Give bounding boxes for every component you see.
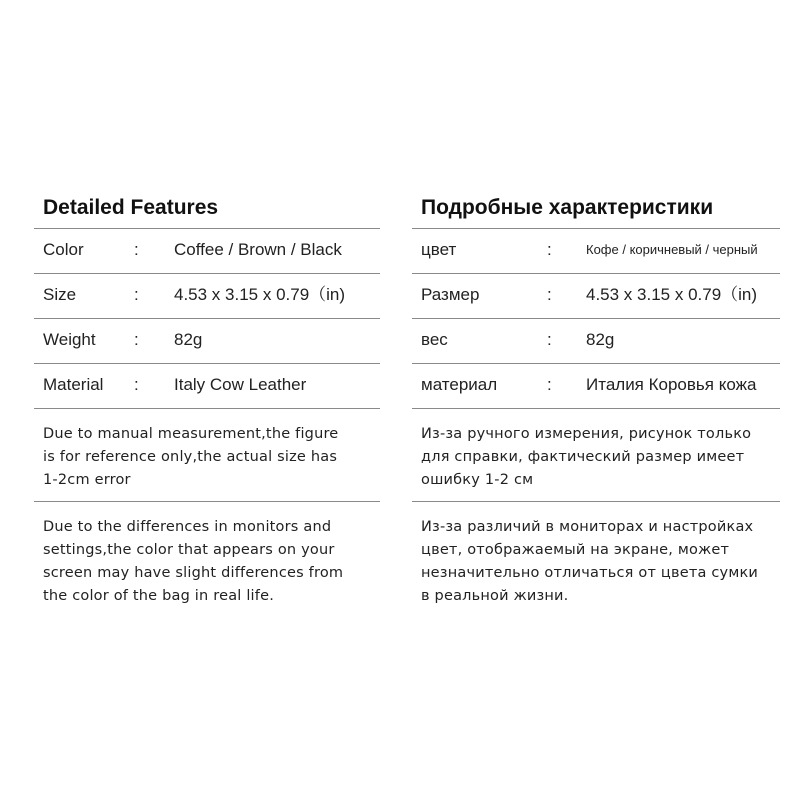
note-line: цвет, отображаемый на экране, может: [421, 542, 730, 558]
feature-label: Size: [43, 285, 77, 304]
feature-colon: :: [547, 375, 552, 394]
feature-value: 82g: [586, 330, 615, 349]
note-line: is for reference only,the actual size has: [43, 449, 338, 465]
note-line: Из-за различий в мониторах и настройках: [421, 519, 754, 535]
measurement-note: [34, 409, 380, 502]
feature-label: Color: [43, 240, 84, 259]
feature-label: Weight: [43, 330, 96, 349]
note-line: Due to the differences in monitors and: [43, 519, 332, 535]
feature-colon: :: [547, 240, 552, 259]
feature-row-material: [34, 364, 380, 409]
note-line: 1-2cm error: [43, 472, 131, 488]
feature-label: Material: [43, 375, 104, 394]
feature-value: Coffee / Brown / Black: [174, 240, 342, 259]
note-line: в реальной жизни.: [421, 588, 569, 604]
note-line: ошибку 1-2 см: [421, 472, 534, 488]
note-line: settings,the color that appears on your: [43, 542, 335, 558]
feature-colon: :: [134, 240, 139, 259]
feature-row-color: [34, 229, 380, 274]
feature-value: 82g: [174, 330, 203, 349]
feature-row-weight: [412, 319, 780, 364]
feature-row-weight: [34, 319, 380, 364]
feature-colon: :: [547, 330, 552, 349]
feature-value: 4.53 x 3.15 x 0.79（in): [586, 285, 758, 304]
measurement-note: [412, 409, 780, 502]
note-line: незначительно отличаться от цвета сумки: [421, 565, 759, 581]
feature-value: Кофе / коричневый / черный: [586, 242, 758, 257]
russian-features-panel: [412, 190, 780, 608]
feature-label: Размер: [421, 285, 480, 304]
color-note: [412, 502, 780, 608]
feature-value: 4.53 x 3.15 x 0.79（in): [174, 285, 346, 304]
feature-row-material: [412, 364, 780, 409]
features-heading: Подробные характеристики: [412, 190, 780, 229]
note-line: the color of the bag in real life.: [43, 588, 275, 604]
features-heading: Detailed Features: [34, 190, 380, 229]
color-note: [34, 502, 380, 608]
note-line: screen may have slight differences from: [43, 565, 344, 581]
feature-colon: :: [547, 285, 552, 304]
feature-colon: :: [134, 330, 139, 349]
feature-value: Италия Коровья кожа: [586, 375, 757, 394]
note-line: Due to manual measurement,the figure: [43, 426, 339, 442]
english-features-panel: [34, 190, 380, 608]
feature-colon: :: [134, 375, 139, 394]
note-line: Из-за ручного измерения, рисунок только: [421, 426, 752, 442]
feature-label: цвет: [421, 240, 457, 259]
note-line: для справки, фактический размер имеет: [421, 449, 745, 465]
feature-row-size: [412, 274, 780, 319]
feature-row-size: [34, 274, 380, 319]
feature-label: вес: [421, 330, 448, 349]
feature-value: Italy Cow Leather: [174, 375, 307, 394]
feature-label: материал: [421, 375, 498, 394]
feature-row-color: [412, 229, 780, 274]
feature-colon: :: [134, 285, 139, 304]
